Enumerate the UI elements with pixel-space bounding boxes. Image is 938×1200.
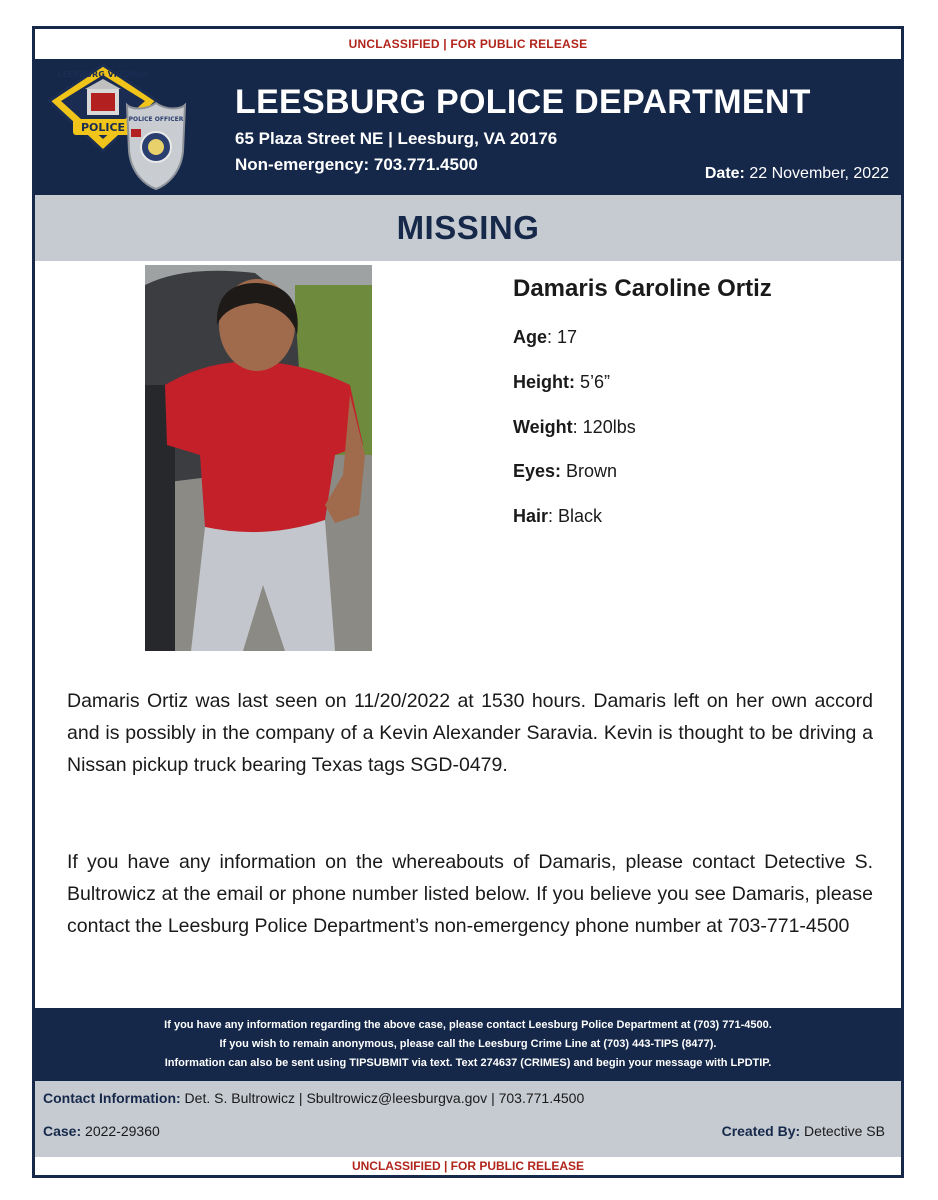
person-hair xyxy=(513,506,602,527)
hair-value: : Black xyxy=(548,506,603,526)
department-name: LEESBURG POLICE DEPARTMENT xyxy=(235,83,811,121)
person-age xyxy=(513,327,577,348)
date-value: 22 November, 2022 xyxy=(749,165,889,182)
classification-top: UNCLASSIFIED | FOR PUBLIC RELEASE xyxy=(348,37,588,51)
tips-footer xyxy=(35,1008,901,1081)
footer-line-2: If you wish to remain anonymous, please call the Leesburg Crime Line at (703) 443-TIPS (8477). xyxy=(219,1038,717,1050)
created-label: Created By: xyxy=(721,1123,801,1139)
missing-banner: MISSING xyxy=(35,195,901,261)
eyes-label: Eyes: xyxy=(513,461,562,481)
weight-value: : 120lbs xyxy=(572,417,636,437)
department-phone: Non-emergency: 703.771.4500 xyxy=(235,155,478,174)
age-value: : 17 xyxy=(547,327,578,347)
narrative-paragraph-2: If you have any information on the whereabouts of Damaris, please contact Detective S. Bultrowicz at the email or phone number listed below. If you believe you see Damaris, please contact the Leesburg Police Department’s non-emergency phone number at 703-771-4500 xyxy=(67,851,873,937)
missing-person-photo xyxy=(145,265,372,651)
height-label: Height: xyxy=(513,372,575,392)
department-address: 65 Plaza Street NE | Leesburg, VA 20176 xyxy=(235,129,558,148)
header xyxy=(35,59,901,195)
person-weight xyxy=(513,417,636,438)
svg-text:POLICE OFFICER: POLICE OFFICER xyxy=(128,116,184,123)
case-label: Case: xyxy=(43,1123,82,1139)
eyes-value: Brown xyxy=(561,461,618,481)
svg-text:LEESBURG VIRGINIA: LEESBURG VIRGINIA xyxy=(57,70,149,79)
created-value: Detective SB xyxy=(800,1123,885,1139)
case-value: 2022-29360 xyxy=(81,1123,160,1139)
person-height xyxy=(513,372,610,393)
svg-text:POLICE: POLICE xyxy=(80,121,126,134)
age-label: Age xyxy=(513,327,548,347)
created-by xyxy=(722,1123,885,1139)
contact-section xyxy=(35,1081,901,1157)
person-name: Damaris Caroline Ortiz xyxy=(513,275,772,302)
contact-value: Det. S. Bultrowicz | Sbultrowicz@leesburgva.gov | 703.771.4500 xyxy=(180,1090,585,1106)
police-shield-icon xyxy=(125,101,187,191)
contact-label: Contact Information: xyxy=(43,1090,181,1106)
date-label: Date: xyxy=(704,165,745,182)
flyer-frame xyxy=(32,26,904,1178)
contact-information xyxy=(43,1090,584,1106)
weight-label: Weight xyxy=(513,417,573,437)
case-number xyxy=(43,1123,160,1139)
person-eyes xyxy=(513,461,617,482)
footer-line-3: Information can also be sent using TIPSUBMIT via text. Text 274637 (CRIMES) and begin your message with LPDTIP. xyxy=(164,1057,772,1069)
height-value: 5’6” xyxy=(575,372,611,392)
hair-label: Hair xyxy=(513,506,549,526)
footer-line-1: If you have any information regarding the above case, please contact Leesburg Police Department at (703) 771-4500. xyxy=(164,1019,772,1031)
classification-bottom: UNCLASSIFIED | FOR PUBLIC RELEASE xyxy=(351,1159,585,1173)
narrative-paragraph-1: Damaris Ortiz was last seen on 11/20/2022 at 1530 hours. Damaris left on her own accord and is possibly in the company of a Kevin Alexander Saravia. Kevin is thought to be driving a Nissan pickup truck bearing Texas tags SGD-0479. xyxy=(67,690,873,776)
flyer-date xyxy=(705,165,889,183)
